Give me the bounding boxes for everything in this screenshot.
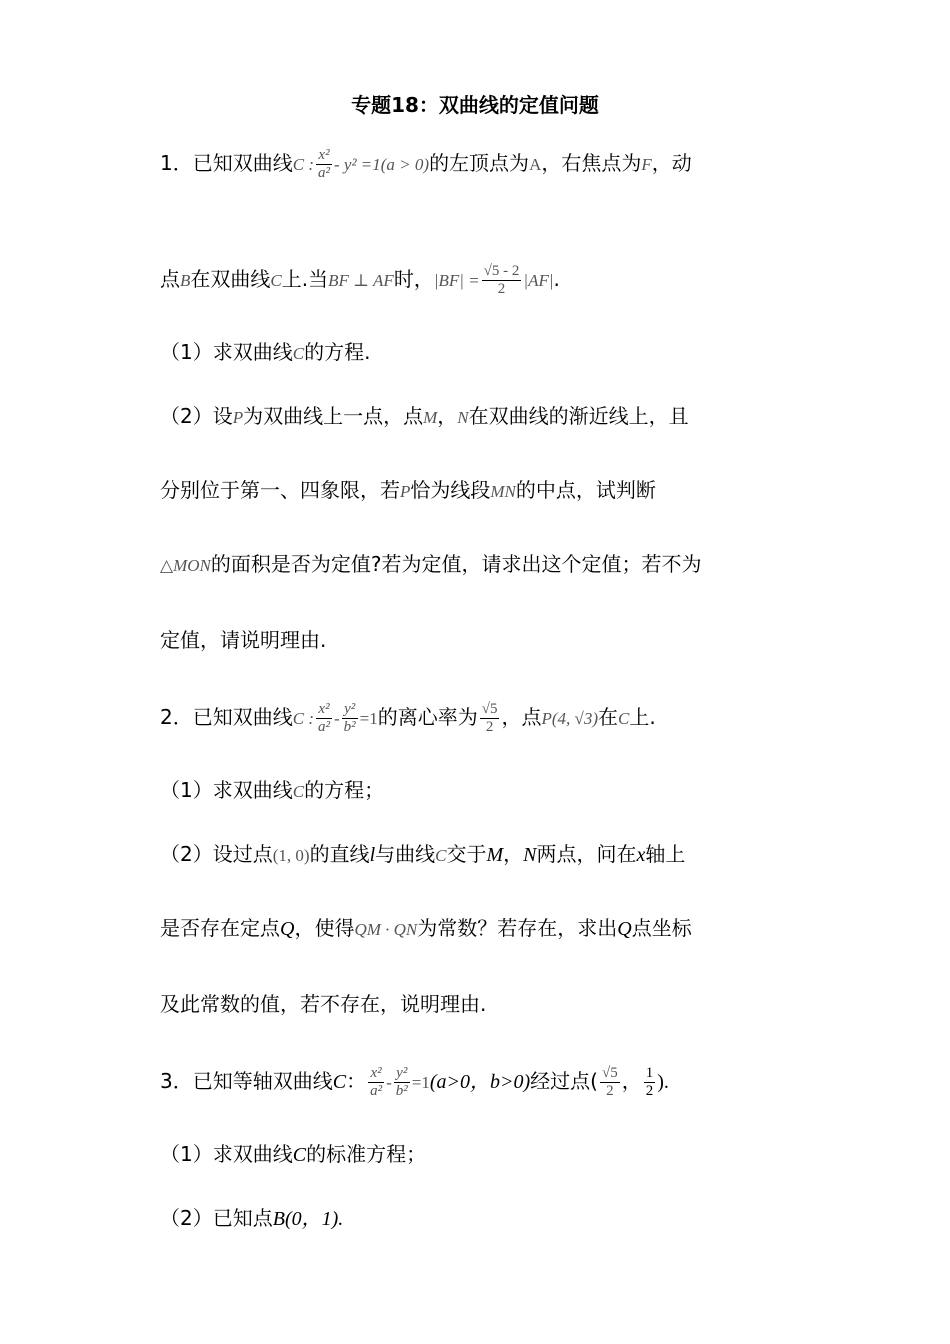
fraction-denominator: a²	[370, 1083, 383, 1099]
problem-2-question-2-line-2	[160, 915, 692, 943]
problem-2-line-1	[160, 701, 656, 736]
text: 定值，请说明理由.	[160, 628, 327, 652]
problem-1-question-2-line-3	[160, 551, 701, 579]
math-equals-one: =1	[411, 1073, 430, 1092]
fraction-1-2	[644, 1065, 656, 1100]
problem-1-question-2-line-2	[160, 477, 656, 505]
math-bf: |BF| =	[433, 271, 480, 290]
fraction-numerator: √5	[601, 1065, 618, 1081]
problem-3-question-1	[160, 1141, 426, 1168]
math-c: C	[270, 271, 282, 290]
text: （1）求双曲线	[160, 340, 293, 364]
fraction-sqrt5	[482, 263, 522, 298]
problem-2-question-2-line-1	[160, 841, 685, 869]
math-b: B	[180, 271, 191, 290]
text: 轴上	[645, 842, 686, 866]
math-c: C :	[292, 709, 314, 728]
math-l: l	[369, 844, 376, 866]
text: 1．已知双曲线	[160, 151, 293, 175]
math-c: C	[292, 344, 305, 363]
math-af: |AF|	[523, 271, 554, 290]
text: 的离心率为	[377, 705, 478, 729]
text: ，使得	[294, 916, 355, 940]
text: 的中点，试判断	[515, 478, 656, 502]
math-p: P	[400, 482, 411, 501]
text: 的方程.	[304, 340, 371, 364]
text: .	[553, 267, 560, 291]
math-c: C	[292, 1144, 307, 1166]
math-c: C :	[292, 155, 314, 174]
text: 上.当	[281, 267, 329, 291]
text: 两点，问在	[536, 842, 637, 866]
text: 是否存在定点	[160, 916, 280, 940]
math-m: M	[423, 408, 438, 427]
math-equals-one: =1	[359, 709, 378, 728]
page-title: 专题18：双曲线的定值问题	[351, 93, 599, 117]
text: ，点	[501, 705, 542, 729]
fraction-denominator: a²	[317, 165, 330, 181]
problem-2-question-1	[160, 777, 384, 805]
text: 在	[598, 705, 619, 729]
math-equation-tail: - y² =1(a > 0)	[333, 155, 430, 174]
text: ，右焦点为	[541, 151, 642, 175]
fraction-y2-b2	[394, 1065, 410, 1100]
text: 经过点(	[530, 1069, 598, 1093]
text: 及此常数的值，若不存在，说明理由.	[160, 992, 487, 1016]
text: 2．已知双曲线	[160, 705, 293, 729]
math-c: C	[292, 782, 305, 801]
fraction-numerator: x²	[316, 701, 332, 719]
math-m: M	[486, 844, 504, 866]
text: 与曲线	[375, 842, 436, 866]
text: 时，	[393, 267, 434, 291]
text: 为双曲线上一点，点	[243, 404, 424, 428]
problem-3-line-1	[160, 1065, 669, 1100]
fraction-denominator: 2	[485, 719, 494, 735]
math-n: N	[457, 408, 469, 427]
text: 交于	[446, 842, 487, 866]
math-condition: (a>0，b>0)	[429, 1071, 531, 1093]
problem-1-question-2-line-4	[160, 627, 326, 653]
math-q: Q	[280, 918, 295, 940]
text: 为常数？若存在，求出	[417, 916, 618, 940]
text: 的直线	[309, 842, 370, 866]
math-c: C	[618, 709, 630, 728]
text: 点	[160, 267, 180, 291]
math-dot-product: QM · QN	[354, 920, 418, 939]
fraction-numerator: x²	[316, 147, 332, 165]
text: 分别位于第一、四象限，若	[160, 478, 400, 502]
fraction-numerator: 1	[645, 1065, 654, 1081]
math-c: C	[332, 1071, 347, 1093]
fraction-numerator: √5 - 2	[483, 263, 520, 279]
fraction-numerator: x²	[368, 1065, 384, 1083]
problem-3-question-2	[160, 1205, 343, 1232]
text: ，动	[651, 151, 692, 175]
text: ，	[437, 404, 458, 428]
math-perpendicular: BF ⊥ AF	[328, 271, 394, 290]
fraction-x2-a2	[316, 147, 332, 182]
text: 的标准方程；	[306, 1142, 427, 1166]
text: ：	[346, 1069, 367, 1093]
text: 在双曲线的渐近线上，且	[468, 404, 689, 428]
math-triangle-mon: △MON	[160, 556, 211, 575]
math-a: A	[529, 155, 542, 174]
text: 恰为线段	[410, 478, 491, 502]
text: （2）设过点	[160, 842, 273, 866]
math-f: F	[641, 155, 652, 174]
math-point-1-0: (1, 0)	[272, 846, 310, 865]
text: （1）求双曲线	[160, 778, 293, 802]
fraction-numerator: y²	[342, 701, 358, 719]
text: 3．已知等轴双曲线	[160, 1069, 333, 1093]
text: 的左顶点为	[429, 151, 530, 175]
fraction-denominator: b²	[343, 719, 356, 735]
problem-1-question-1	[160, 339, 370, 367]
fraction-denominator: a²	[317, 719, 330, 735]
math-minus: -	[386, 1073, 392, 1092]
text: 上.	[629, 705, 656, 729]
math-c: C	[435, 846, 447, 865]
text: （1）求双曲线	[160, 1142, 293, 1166]
fraction-numerator: y²	[394, 1065, 410, 1083]
fraction-sqrt5-2	[600, 1065, 620, 1100]
fraction-denominator: 2	[606, 1083, 614, 1099]
math-p: P	[232, 408, 244, 427]
fraction-denominator: 2	[645, 1083, 654, 1099]
math-x: x	[636, 844, 646, 866]
text: ，	[621, 1069, 642, 1093]
fraction-x2-a2	[316, 701, 332, 736]
fraction-denominator: 2	[497, 281, 506, 297]
text: ).	[657, 1071, 669, 1093]
text: （2）已知点	[160, 1206, 273, 1230]
text: 在双曲线	[190, 267, 271, 291]
problem-1-line-2	[160, 263, 560, 298]
problem-1-question-2-line-1	[160, 403, 689, 431]
fraction-x2-a2	[368, 1065, 384, 1100]
fraction-numerator: √5	[481, 701, 498, 717]
math-q: Q	[617, 918, 632, 940]
fraction-denominator: b²	[395, 1083, 408, 1099]
text: ，	[503, 842, 524, 866]
text: （2）设	[160, 404, 233, 428]
math-n: N	[523, 844, 537, 866]
math-mn: MN	[490, 482, 516, 501]
problem-2-question-2-line-3	[160, 991, 486, 1017]
math-point-p: P(4, √3)	[541, 709, 599, 728]
text: 点坐标	[631, 916, 692, 940]
math-point-b: B(0，1).	[272, 1208, 344, 1230]
math-minus: -	[333, 709, 340, 728]
problem-1-line-1	[160, 147, 692, 182]
fraction-sqrt5-2	[480, 701, 500, 736]
fraction-y2-b2	[342, 701, 358, 736]
text: 的方程；	[304, 778, 385, 802]
text: 的面积是否为定值?若为定值，请求出这个定值；若不为	[210, 552, 702, 576]
